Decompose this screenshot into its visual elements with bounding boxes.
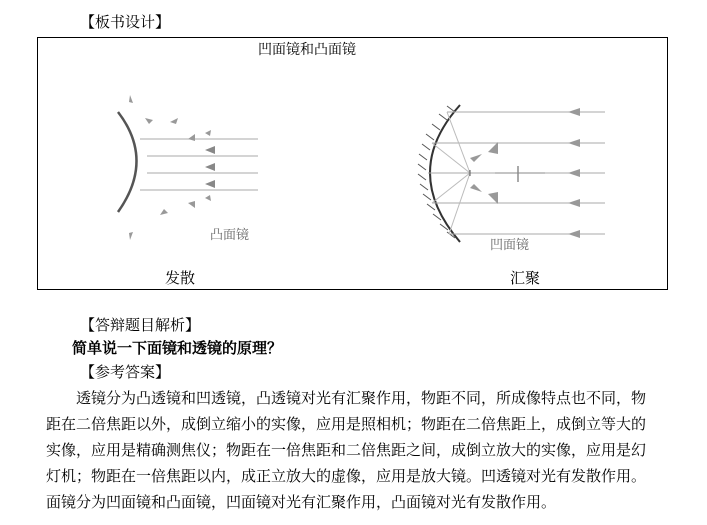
concave-mirror-figure: [418, 105, 605, 242]
convex-mirror-figure: [118, 95, 258, 240]
answer-paragraph: [46, 385, 666, 515]
answer-line: 实像，应用是精确测焦仪；物距在一倍焦距和二倍焦距之间，成倒立放大的实像，应用是幻: [46, 441, 647, 459]
answer-line: 距在二倍焦距以外，成倒立缩小的实像，应用是照相机；物距在二倍焦距上，成倒立等大的: [46, 415, 647, 433]
answer-line: 面镜分为凹面镜和凸面镜，凹面镜对光有汇聚作用，凸面镜对光有发散作用。: [46, 493, 557, 511]
question-text: 简单说一下面镜和透镜的原理？: [72, 339, 283, 357]
section-title: 【板书设计】: [80, 13, 171, 31]
analysis-header: 【答辩题目解析】: [80, 316, 201, 334]
convex-mirror-label: 凸面镜: [210, 228, 250, 243]
diagram-title: 凹面镜和凸面镜: [258, 42, 356, 58]
concave-mirror-label: 凹面镜: [490, 238, 530, 253]
answer-header: 【参考答案】: [80, 363, 171, 381]
answer-line: 透镜分为凸透镜和凹透镜，凸透镜对光有汇聚作用，物距不同，所成像特点也不同，物: [76, 389, 647, 407]
diverge-caption: 发散: [165, 269, 196, 287]
converge-caption: 汇聚: [510, 269, 541, 287]
answer-line: 灯机；物距在一倍焦距以内，成正立放大的虚像，应用是放大镜。凹透镜对光有发散作用。: [46, 467, 647, 485]
